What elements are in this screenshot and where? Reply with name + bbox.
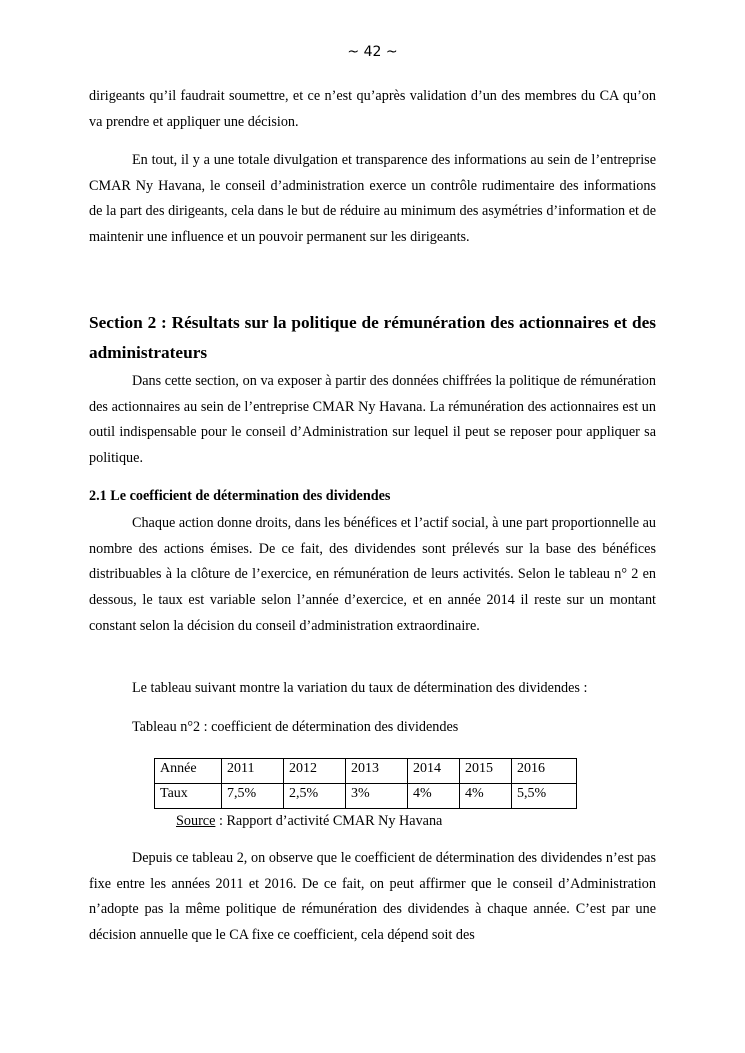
- paragraph-1: dirigeants qu’il faudrait soumettre, et ce n’est qu’après validation d’un des membres du CA qu’on va prendre et appliquer une décision.: [89, 88, 656, 130]
- table-cell: 2011: [222, 759, 284, 784]
- table-cell: 2012: [284, 759, 346, 784]
- table-header-row: [155, 759, 577, 784]
- paragraph-2: En tout, il y a une totale divulgation et transparence des informations au sein de l’entreprise CMAR Ny Havana, le conseil d’administration exerce un contrôle rudimentaire des informations de la part des dirigeants, cela dans le but de réduire au minimum des asymétries d’information et de maintenir une influence et un pouvoir permanent sur les dirigeants.: [89, 152, 656, 246]
- dividend-table: [154, 758, 577, 809]
- table-cell: 2014: [408, 759, 460, 784]
- source-text: : Rapport d’activité CMAR Ny Havana: [215, 813, 443, 829]
- section-title: Section 2 : Résultats sur la politique de rémunération des actionnaires et des administrateurs: [89, 313, 656, 362]
- table-cell: 4%: [460, 784, 512, 809]
- table-cell: 2013: [346, 759, 408, 784]
- table-source: [176, 813, 442, 830]
- table-cell: 7,5%: [222, 784, 284, 809]
- table-cell: 4%: [408, 784, 460, 809]
- paragraph-5: Depuis ce tableau 2, on observe que le coefficient de détermination des dividendes n’est pas fixe entre les années 2011 et 2016. De ce fait, on peut affirmer que le conseil d’Administration n’adopte pas la même politique de rémunération des dividendes à chaque année. C’est par une décision annuelle que le CA fixe ce coefficient, cela dépend soit des: [89, 850, 656, 944]
- table-cell: Taux: [155, 784, 222, 809]
- table-cell: 2,5%: [284, 784, 346, 809]
- table-cell: 2016: [512, 759, 577, 784]
- paragraph-3: Dans cette section, on va exposer à partir des données chiffrées la politique de rémunération des actionnaires au sein de l’entreprise CMAR Ny Havana. La rémunération des actionnaires est un outil indispensable pour le conseil d’Administration sur lequel il peut se reposer pour appliquer sa politique.: [89, 373, 656, 467]
- source-label: Source: [176, 813, 216, 829]
- subsection-title: 2.1 Le coefficient de détermination des dividendes: [89, 488, 391, 504]
- paragraph-4: Chaque action donne droits, dans les bénéfices et l’actif social, à une part proportionnelle au nombre des actions émises. De ce fait, des dividendes sont prélevés sur la base des bénéfices distribuables à la clôture de l’exercice, en rémunération de leurs activités. Selon le tableau n° 2 en dessous, le taux est variable selon l’année d’exercice, et en année 2014 il reste sur un montant constant selon la décision du conseil d’administration extraordinaire.: [89, 515, 656, 634]
- page-number: ~ 42 ~: [347, 44, 398, 60]
- table-intro: Le tableau suivant montre la variation du taux de détermination des dividendes :: [132, 680, 588, 696]
- table-row: [155, 784, 577, 809]
- table-cell: 2015: [460, 759, 512, 784]
- table-caption: Tableau n°2 : coefficient de détermination des dividendes: [132, 719, 459, 735]
- table-cell: 5,5%: [512, 784, 577, 809]
- table-cell: 3%: [346, 784, 408, 809]
- table-cell: Année: [155, 759, 222, 784]
